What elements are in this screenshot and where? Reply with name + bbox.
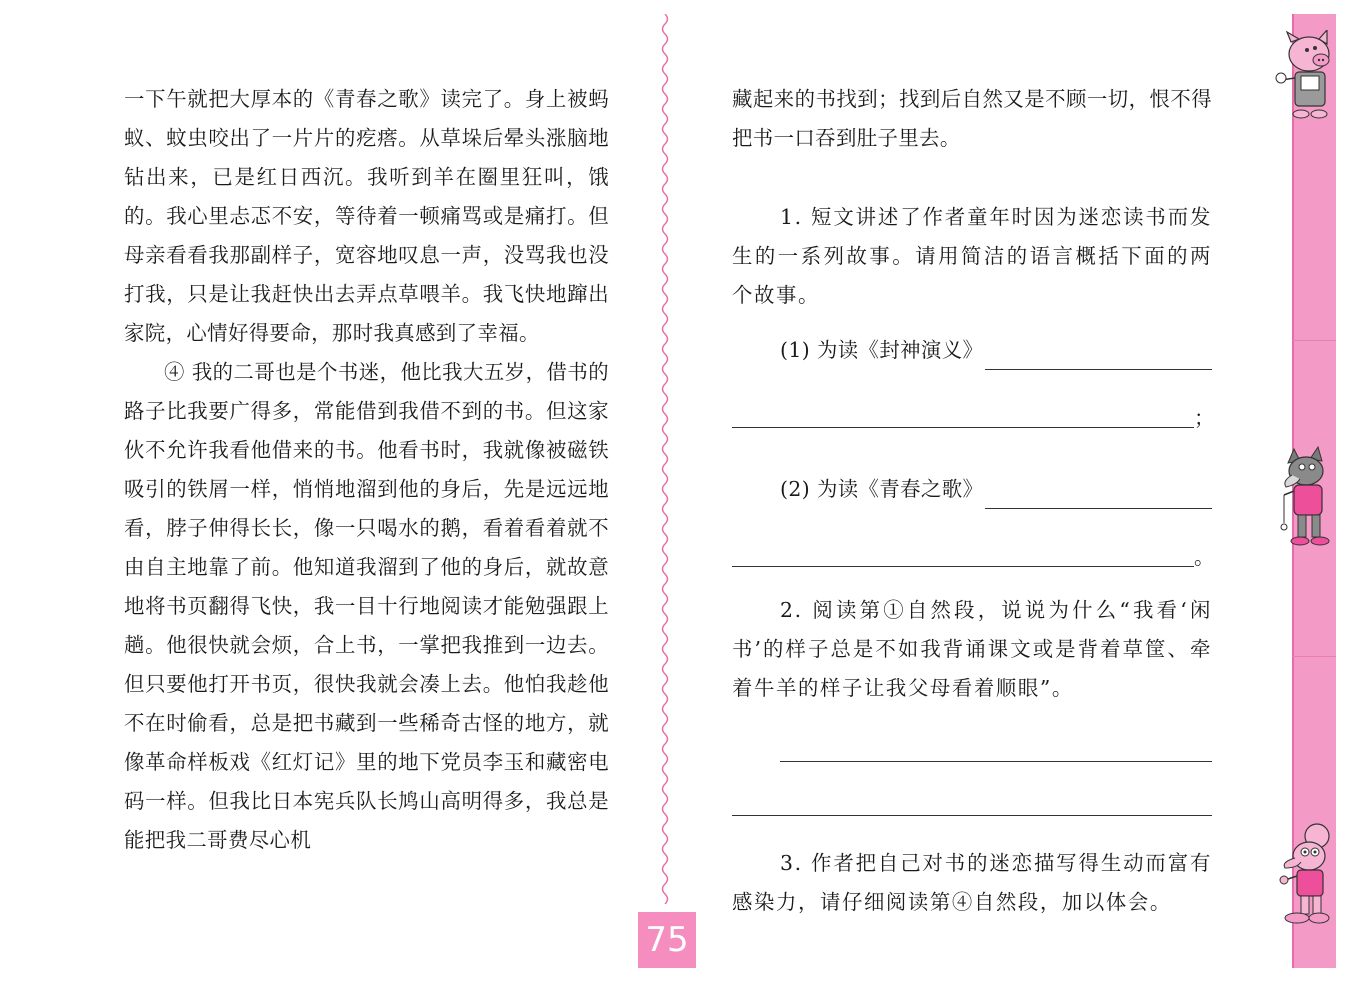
side-tab-seam bbox=[1292, 340, 1336, 341]
question-1-part-1-label: (1) 为读《封神演义》 bbox=[780, 338, 984, 362]
answer-line[interactable] bbox=[732, 399, 1194, 428]
pig-mascot-icon bbox=[1275, 30, 1337, 128]
question-3: 3. 作者把自己对书的迷恋描写得生动而富有感染力，请仔细阅读第④自然段，加以体会。 bbox=[732, 851, 1212, 914]
answer-line[interactable] bbox=[732, 538, 1194, 567]
semicolon: ； bbox=[1194, 406, 1215, 430]
spine-divider bbox=[656, 14, 674, 904]
paragraph-4: ④ 我的二哥也是个书迷，他比我大五岁，借书的路子比我要广得多，常能借到我借不到的书。但这家伙不允许我看他借来的书。他看书时，我就像被磁铁吸引的铁屑一样，悄悄地溜到他的身后，先是远远地看，脖子伸得长长，像一只喝水的鹅，看着看着就不由自主地靠了前。他知道我溜到了他的身后，就故意地将书页翻得飞快，我一目十行地阅读才能勉强跟上趟。他很快就会烦，合上书，一掌把我推到一边去。但只要他打开书页，很快我就会凑上去。他怕我趁他不在时偷看，总是把书藏到一些稀奇古怪的地方，就像革命样板戏《红灯记》里的地下党员李玉和藏密电码一样。但我比日本宪兵队长鸠山高明得多，我总是能把我二哥费尽心机 bbox=[124, 360, 609, 852]
left-page bbox=[124, 80, 609, 860]
answer-line[interactable] bbox=[985, 480, 1212, 509]
side-tab-seam bbox=[1292, 656, 1336, 657]
page-number: 75 bbox=[638, 912, 696, 968]
answer-line[interactable] bbox=[732, 814, 1212, 816]
question-1-part-1-line-2 bbox=[732, 400, 1215, 430]
question-1-part-2 bbox=[732, 470, 1212, 509]
answer-line[interactable] bbox=[780, 760, 1212, 762]
question-1: 1. 短文讲述了作者童年时因为迷恋读书而发生的一系列故事。请用简洁的语言概括下面的两个故事。 bbox=[732, 205, 1212, 307]
question-2: 2. 阅读第①自然段，说说为什么“我看‘闲书’的样子总是不如我背诵课文或是背着草筐、牵着牛羊的样子让我父母看着顺眼”。 bbox=[732, 598, 1212, 700]
paragraph-continuation: 藏起来的书找到；找到后自然又是不顾一切，恨不得把书一口吞到肚子里去。 bbox=[732, 87, 1212, 150]
question-1-part-2-line-2 bbox=[732, 539, 1215, 569]
period: 。 bbox=[1194, 545, 1215, 569]
answer-line[interactable] bbox=[985, 341, 1212, 370]
question-1-part-2-label: (2) 为读《青春之歌》 bbox=[780, 477, 984, 501]
question-1-part-1 bbox=[732, 331, 1212, 370]
wolf-mascot-icon bbox=[1278, 445, 1338, 550]
paragraph-continued: 一下午就把大厚本的《青春之歌》读完了。身上被蚂蚁、蚊虫咬出了一片片的疙瘩。从草垛后晕头涨脑地钻出来，已是红日西沉。我听到羊在圈里狂叫，饿的。我心里忐忑不安，等待着一顿痛骂或是痛打。但母亲看看我那副样子，宽容地叹息一声，没骂我也没打我，只是让我赶快出去弄点草喂羊。我飞快地蹿出家院，心情好得要命，那时我真感到了幸福。 bbox=[124, 87, 609, 345]
mouse-mascot-icon bbox=[1275, 822, 1337, 932]
right-page bbox=[732, 80, 1215, 922]
